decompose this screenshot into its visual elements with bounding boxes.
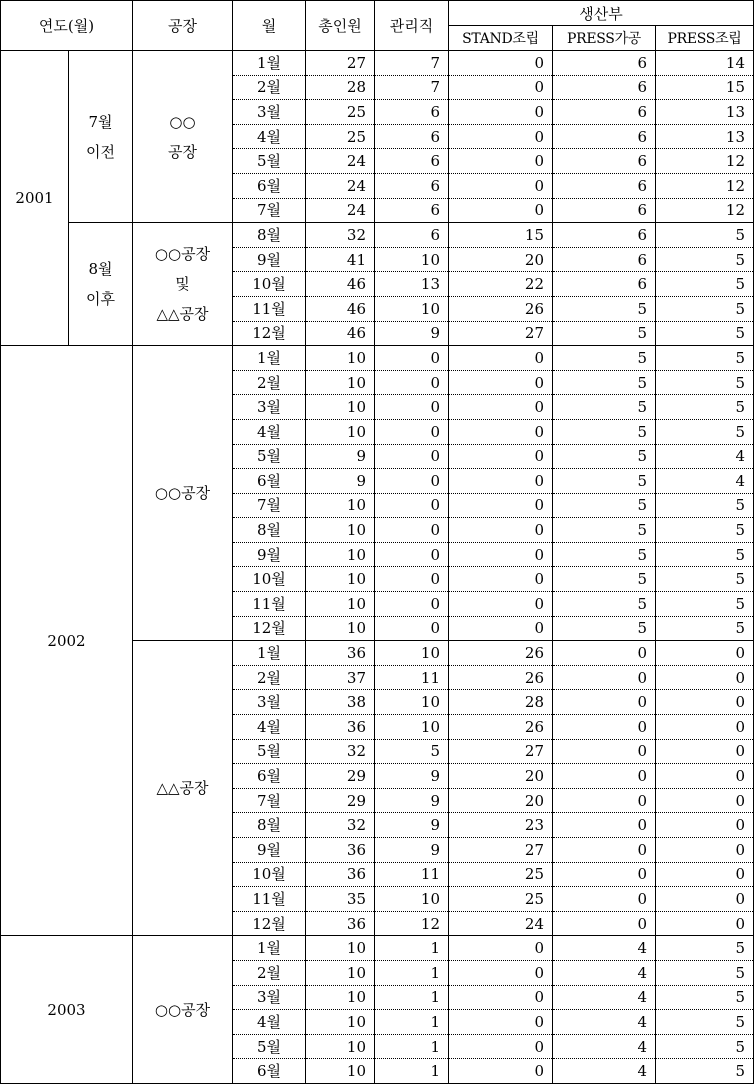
month-cell: 4월 [233, 1010, 306, 1035]
press-proc-cell: 0 [553, 739, 656, 764]
factory-line: 및 [175, 275, 190, 294]
admin-cell: 0 [375, 469, 449, 494]
total-cell: 29 [306, 788, 375, 813]
month-cell: 5월 [233, 149, 306, 174]
total-cell: 29 [306, 764, 375, 789]
press-proc-cell: 6 [553, 100, 656, 125]
stand-cell: 0 [449, 75, 553, 100]
month-cell: 10월 [233, 272, 306, 297]
admin-cell: 0 [375, 444, 449, 469]
month-cell: 7월 [233, 493, 306, 518]
month-cell: 4월 [233, 419, 306, 444]
table-row [1, 936, 754, 961]
press-asm-cell: 15 [656, 75, 754, 100]
total-cell: 10 [306, 960, 375, 985]
stand-cell: 27 [449, 739, 553, 764]
press-asm-cell: 5 [656, 395, 754, 420]
total-cell: 10 [306, 370, 375, 395]
month-cell: 3월 [233, 395, 306, 420]
total-cell: 10 [306, 542, 375, 567]
press-proc-cell: 4 [553, 1010, 656, 1035]
press-asm-cell: 5 [656, 960, 754, 985]
total-cell: 24 [306, 198, 375, 223]
admin-cell: 1 [375, 1034, 449, 1059]
stand-cell: 0 [449, 51, 553, 76]
press-asm-cell: 12 [656, 149, 754, 174]
total-cell: 37 [306, 665, 375, 690]
press-proc-cell: 0 [553, 838, 656, 863]
stand-cell: 27 [449, 321, 553, 346]
period-cell [69, 223, 133, 346]
admin-cell: 7 [375, 75, 449, 100]
month-cell: 2월 [233, 75, 306, 100]
factory-line: △△공장 [156, 779, 209, 798]
press-asm-cell: 5 [656, 493, 754, 518]
press-asm-cell: 0 [656, 764, 754, 789]
stand-cell: 23 [449, 813, 553, 838]
press-asm-cell: 12 [656, 173, 754, 198]
admin-cell: 6 [375, 100, 449, 125]
press-proc-cell: 0 [553, 641, 656, 666]
period-line: 8월 [88, 260, 113, 279]
press-asm-cell: 5 [656, 296, 754, 321]
press-proc-cell: 0 [553, 862, 656, 887]
press-proc-cell: 4 [553, 936, 656, 961]
header-row [1, 1, 754, 26]
month-cell: 9월 [233, 838, 306, 863]
press-proc-cell: 5 [553, 419, 656, 444]
month-cell: 9월 [233, 542, 306, 567]
press-asm-cell: 14 [656, 51, 754, 76]
stand-cell: 0 [449, 985, 553, 1010]
press-asm-cell: 0 [656, 788, 754, 813]
total-cell: 28 [306, 75, 375, 100]
press-asm-cell: 0 [656, 838, 754, 863]
total-cell: 9 [306, 444, 375, 469]
admin-cell: 0 [375, 395, 449, 420]
stand-cell: 0 [449, 936, 553, 961]
month-cell: 1월 [233, 51, 306, 76]
press-asm-cell: 13 [656, 100, 754, 125]
press-proc-cell: 6 [553, 198, 656, 223]
press-asm-cell: 12 [656, 198, 754, 223]
admin-cell: 1 [375, 960, 449, 985]
factory-cell [133, 51, 233, 223]
month-cell: 2월 [233, 370, 306, 395]
factory-cell [133, 936, 233, 1084]
press-asm-cell: 5 [656, 616, 754, 641]
admin-cell: 6 [375, 223, 449, 248]
admin-cell: 10 [375, 296, 449, 321]
stand-cell: 26 [449, 641, 553, 666]
stand-cell: 20 [449, 788, 553, 813]
total-cell: 25 [306, 124, 375, 149]
month-cell: 3월 [233, 985, 306, 1010]
admin-cell: 1 [375, 1059, 449, 1084]
month-cell: 5월 [233, 739, 306, 764]
stand-cell: 0 [449, 346, 553, 371]
month-cell: 4월 [233, 715, 306, 740]
period-line: 이후 [86, 290, 115, 309]
admin-cell: 10 [375, 887, 449, 912]
press-asm-cell: 5 [656, 542, 754, 567]
admin-cell: 0 [375, 346, 449, 371]
stand-cell: 0 [449, 444, 553, 469]
month-cell: 1월 [233, 641, 306, 666]
stand-cell: 0 [449, 124, 553, 149]
month-cell: 9월 [233, 247, 306, 272]
total-cell: 36 [306, 715, 375, 740]
stand-cell: 20 [449, 247, 553, 272]
total-cell: 10 [306, 985, 375, 1010]
press-asm-cell: 0 [656, 862, 754, 887]
month-cell: 11월 [233, 592, 306, 617]
header-admin: 관리직 [375, 1, 449, 51]
admin-cell: 7 [375, 51, 449, 76]
press-asm-cell: 5 [656, 1034, 754, 1059]
press-asm-cell: 0 [656, 715, 754, 740]
admin-cell: 1 [375, 1010, 449, 1035]
press-proc-cell: 5 [553, 616, 656, 641]
stand-cell: 0 [449, 1010, 553, 1035]
month-cell: 3월 [233, 690, 306, 715]
total-cell: 35 [306, 887, 375, 912]
table-row [1, 223, 754, 248]
stand-cell: 26 [449, 665, 553, 690]
admin-cell: 0 [375, 616, 449, 641]
stand-cell: 0 [449, 960, 553, 985]
total-cell: 10 [306, 346, 375, 371]
admin-cell: 0 [375, 542, 449, 567]
month-cell: 4월 [233, 124, 306, 149]
press-asm-cell: 5 [656, 321, 754, 346]
total-cell: 10 [306, 493, 375, 518]
stand-cell: 25 [449, 887, 553, 912]
press-asm-cell: 0 [656, 813, 754, 838]
press-proc-cell: 4 [553, 985, 656, 1010]
total-cell: 46 [306, 296, 375, 321]
month-cell: 10월 [233, 567, 306, 592]
admin-cell: 0 [375, 419, 449, 444]
admin-cell: 10 [375, 690, 449, 715]
press-proc-cell: 0 [553, 665, 656, 690]
total-cell: 32 [306, 739, 375, 764]
stand-cell: 0 [449, 100, 553, 125]
press-proc-cell: 5 [553, 542, 656, 567]
press-proc-cell: 0 [553, 911, 656, 936]
month-cell: 11월 [233, 887, 306, 912]
press-proc-cell: 6 [553, 149, 656, 174]
header-production: 생산부 [449, 1, 754, 26]
month-cell: 11월 [233, 296, 306, 321]
month-cell: 5월 [233, 444, 306, 469]
month-cell: 6월 [233, 1059, 306, 1084]
total-cell: 36 [306, 838, 375, 863]
total-cell: 27 [306, 51, 375, 76]
stand-cell: 0 [449, 567, 553, 592]
press-proc-cell: 5 [553, 469, 656, 494]
month-cell: 6월 [233, 469, 306, 494]
factory-line: △△공장 [156, 305, 209, 324]
month-cell: 1월 [233, 936, 306, 961]
factory-line: ○○ [169, 112, 196, 131]
year-cell: 2002 [1, 346, 133, 936]
press-proc-cell: 6 [553, 173, 656, 198]
press-proc-cell: 0 [553, 813, 656, 838]
total-cell: 10 [306, 567, 375, 592]
total-cell: 24 [306, 173, 375, 198]
stand-cell: 25 [449, 862, 553, 887]
admin-cell: 6 [375, 173, 449, 198]
stand-cell: 24 [449, 911, 553, 936]
admin-cell: 9 [375, 813, 449, 838]
press-asm-cell: 5 [656, 936, 754, 961]
press-asm-cell: 5 [656, 223, 754, 248]
stand-cell: 0 [449, 493, 553, 518]
year-cell: 2001 [1, 51, 69, 346]
press-proc-cell: 0 [553, 715, 656, 740]
table-body [1, 51, 754, 1084]
month-cell: 3월 [233, 100, 306, 125]
factory-line: ○○공장 [154, 1000, 211, 1019]
press-asm-cell: 0 [656, 911, 754, 936]
period-line: 이전 [86, 142, 115, 161]
total-cell: 10 [306, 1034, 375, 1059]
press-asm-cell: 0 [656, 641, 754, 666]
admin-cell: 10 [375, 247, 449, 272]
press-proc-cell: 6 [553, 124, 656, 149]
total-cell: 10 [306, 1010, 375, 1035]
total-cell: 10 [306, 1059, 375, 1084]
table-row [1, 51, 754, 76]
factory-line: ○○공장 [154, 484, 211, 503]
admin-cell: 10 [375, 715, 449, 740]
press-proc-cell: 0 [553, 887, 656, 912]
total-cell: 10 [306, 395, 375, 420]
press-proc-cell: 6 [553, 51, 656, 76]
total-cell: 10 [306, 616, 375, 641]
press-asm-cell: 5 [656, 272, 754, 297]
total-cell: 36 [306, 911, 375, 936]
month-cell: 8월 [233, 223, 306, 248]
press-proc-cell: 5 [553, 567, 656, 592]
press-asm-cell: 5 [656, 592, 754, 617]
admin-cell: 6 [375, 149, 449, 174]
stand-cell: 28 [449, 690, 553, 715]
press-proc-cell: 5 [553, 444, 656, 469]
stand-cell: 27 [449, 838, 553, 863]
press-proc-cell: 6 [553, 247, 656, 272]
factory-cell [133, 641, 233, 936]
admin-cell: 1 [375, 936, 449, 961]
period-line: 7월 [88, 112, 113, 131]
total-cell: 36 [306, 641, 375, 666]
month-cell: 5월 [233, 1034, 306, 1059]
month-cell: 12월 [233, 911, 306, 936]
admin-cell: 9 [375, 764, 449, 789]
total-cell: 32 [306, 813, 375, 838]
press-asm-cell: 5 [656, 567, 754, 592]
total-cell: 10 [306, 419, 375, 444]
stand-cell: 0 [449, 149, 553, 174]
admin-cell: 11 [375, 665, 449, 690]
admin-cell: 9 [375, 838, 449, 863]
stand-cell: 20 [449, 764, 553, 789]
press-asm-cell: 5 [656, 419, 754, 444]
total-cell: 46 [306, 272, 375, 297]
press-asm-cell: 5 [656, 985, 754, 1010]
month-cell: 10월 [233, 862, 306, 887]
stand-cell: 15 [449, 223, 553, 248]
press-asm-cell: 0 [656, 887, 754, 912]
stand-cell: 0 [449, 616, 553, 641]
press-proc-cell: 5 [553, 592, 656, 617]
press-proc-cell: 5 [553, 395, 656, 420]
total-cell: 36 [306, 862, 375, 887]
press-proc-cell: 4 [553, 1059, 656, 1084]
press-asm-cell: 13 [656, 124, 754, 149]
header-press-asm: PRESS조립 [656, 26, 754, 51]
period-cell [69, 51, 133, 223]
admin-cell: 9 [375, 788, 449, 813]
admin-cell: 0 [375, 518, 449, 543]
total-cell: 46 [306, 321, 375, 346]
stand-cell: 26 [449, 715, 553, 740]
stand-cell: 26 [449, 296, 553, 321]
admin-cell: 6 [375, 198, 449, 223]
press-asm-cell: 0 [656, 739, 754, 764]
total-cell: 38 [306, 690, 375, 715]
press-asm-cell: 4 [656, 444, 754, 469]
press-asm-cell: 5 [656, 370, 754, 395]
month-cell: 6월 [233, 173, 306, 198]
total-cell: 25 [306, 100, 375, 125]
admin-cell: 9 [375, 321, 449, 346]
month-cell: 2월 [233, 960, 306, 985]
press-asm-cell: 0 [656, 665, 754, 690]
stand-cell: 0 [449, 395, 553, 420]
year-cell: 2003 [1, 936, 133, 1084]
month-cell: 12월 [233, 616, 306, 641]
press-proc-cell: 5 [553, 370, 656, 395]
press-proc-cell: 5 [553, 493, 656, 518]
press-asm-cell: 5 [656, 247, 754, 272]
stand-cell: 0 [449, 419, 553, 444]
admin-cell: 10 [375, 641, 449, 666]
month-cell: 2월 [233, 665, 306, 690]
stand-cell: 0 [449, 1034, 553, 1059]
factory-cell [133, 223, 233, 346]
total-cell: 32 [306, 223, 375, 248]
stand-cell: 0 [449, 592, 553, 617]
table-row [1, 346, 754, 371]
header-factory: 공장 [133, 1, 233, 51]
total-cell: 10 [306, 936, 375, 961]
press-proc-cell: 5 [553, 518, 656, 543]
month-cell: 12월 [233, 321, 306, 346]
press-asm-cell: 5 [656, 346, 754, 371]
admin-cell: 5 [375, 739, 449, 764]
press-proc-cell: 4 [553, 960, 656, 985]
admin-cell: 12 [375, 911, 449, 936]
press-asm-cell: 5 [656, 1010, 754, 1035]
header-total: 총인원 [306, 1, 375, 51]
total-cell: 10 [306, 592, 375, 617]
admin-cell: 0 [375, 370, 449, 395]
total-cell: 41 [306, 247, 375, 272]
admin-cell: 11 [375, 862, 449, 887]
press-proc-cell: 4 [553, 1034, 656, 1059]
header-stand: STAND조립 [449, 26, 553, 51]
stand-cell: 0 [449, 518, 553, 543]
header-press-proc: PRESS가공 [553, 26, 656, 51]
press-proc-cell: 5 [553, 321, 656, 346]
month-cell: 8월 [233, 518, 306, 543]
press-proc-cell: 6 [553, 223, 656, 248]
header-month: 월 [233, 1, 306, 51]
total-cell: 9 [306, 469, 375, 494]
press-proc-cell: 0 [553, 788, 656, 813]
admin-cell: 6 [375, 124, 449, 149]
press-proc-cell: 5 [553, 296, 656, 321]
total-cell: 24 [306, 149, 375, 174]
stand-cell: 0 [449, 542, 553, 567]
month-cell: 1월 [233, 346, 306, 371]
admin-cell: 0 [375, 493, 449, 518]
stand-cell: 0 [449, 370, 553, 395]
factory-line: ○○공장 [154, 245, 211, 264]
press-proc-cell: 0 [553, 690, 656, 715]
press-asm-cell: 5 [656, 1059, 754, 1084]
admin-cell: 0 [375, 592, 449, 617]
total-cell: 10 [306, 518, 375, 543]
factory-cell [133, 346, 233, 641]
stand-cell: 0 [449, 173, 553, 198]
stand-cell: 0 [449, 198, 553, 223]
month-cell: 6월 [233, 764, 306, 789]
stand-cell: 0 [449, 1059, 553, 1084]
press-proc-cell: 5 [553, 346, 656, 371]
month-cell: 8월 [233, 813, 306, 838]
month-cell: 7월 [233, 198, 306, 223]
stand-cell: 22 [449, 272, 553, 297]
admin-cell: 1 [375, 985, 449, 1010]
press-proc-cell: 6 [553, 272, 656, 297]
header-year: 연도(월) [1, 1, 133, 51]
admin-cell: 0 [375, 567, 449, 592]
press-proc-cell: 6 [553, 75, 656, 100]
press-asm-cell: 5 [656, 518, 754, 543]
press-asm-cell: 0 [656, 690, 754, 715]
admin-cell: 13 [375, 272, 449, 297]
press-proc-cell: 0 [553, 764, 656, 789]
month-cell: 7월 [233, 788, 306, 813]
press-asm-cell: 4 [656, 469, 754, 494]
stand-cell: 0 [449, 469, 553, 494]
factory-line: 공장 [168, 142, 197, 161]
